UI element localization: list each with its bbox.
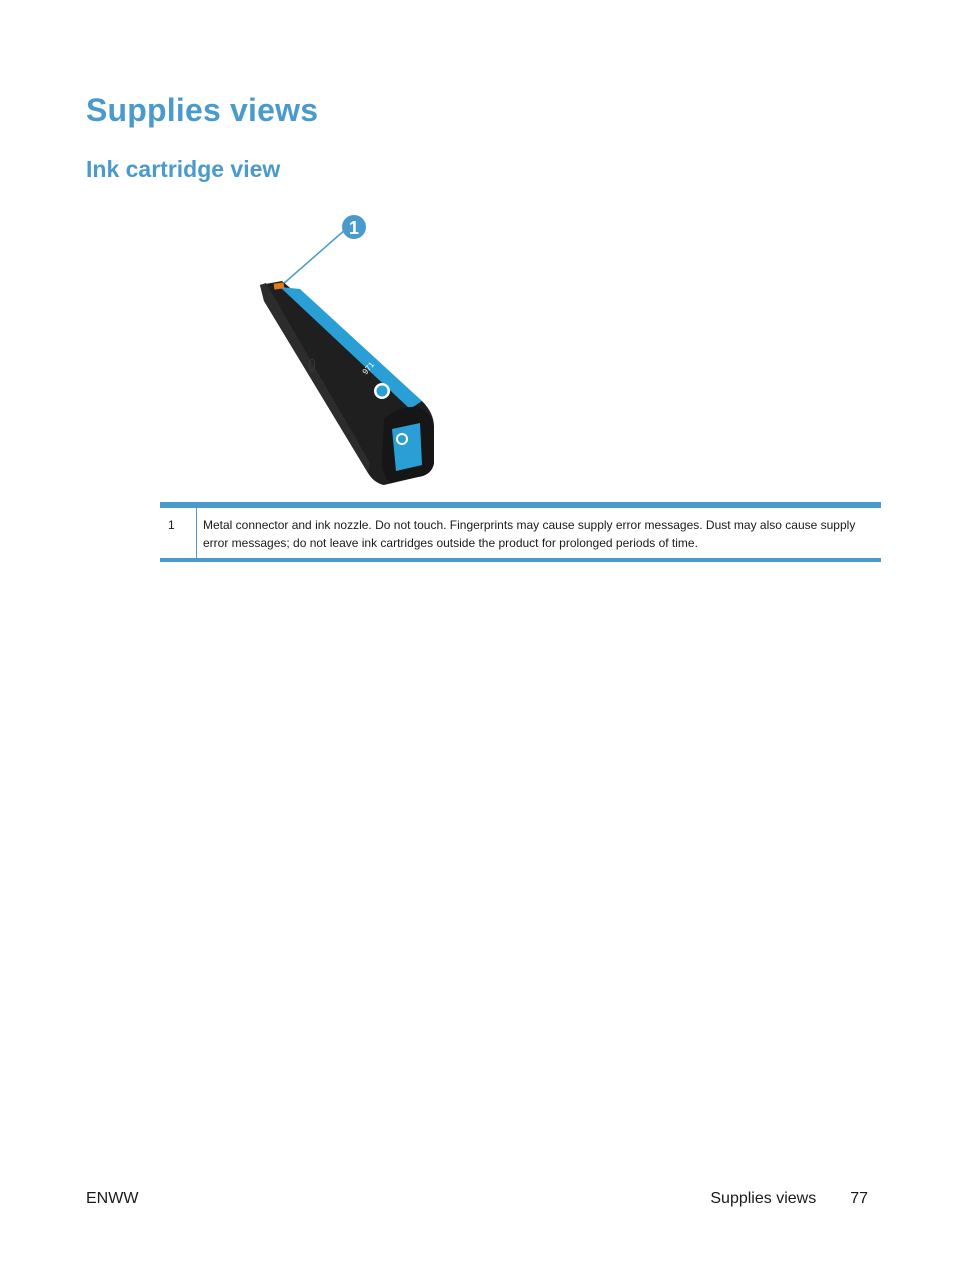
footer-section xyxy=(710,1190,868,1208)
hp-logo-inner-icon xyxy=(377,386,388,397)
page-number: 77 xyxy=(850,1190,868,1207)
callout-leader-line xyxy=(282,229,346,285)
callout-legend-table xyxy=(160,502,881,562)
callout-number-cell: 1 xyxy=(160,505,197,560)
callout-marker-number: 1 xyxy=(348,218,360,238)
cartridge-model-number: 971 xyxy=(360,360,377,377)
callout-legend-body xyxy=(160,505,881,560)
callout-description-cell: Metal connector and ink nozzle. Do not touch. Fingerprints may cause supply error messages. Dust may also cause supply error messages; do not leave ink cartridges outside the product for prolonged periods of time. xyxy=(203,518,856,550)
hp-cap-logo-inner-icon xyxy=(398,435,406,443)
page-title: Supplies views xyxy=(86,92,319,128)
cartridge-end-label xyxy=(392,423,422,471)
ink-cartridge-figure xyxy=(250,205,470,495)
footer-locale: ENWW xyxy=(86,1190,139,1207)
ink-cartridge-illustration xyxy=(250,205,470,495)
footer-section-title: Supplies views xyxy=(710,1190,817,1207)
table-row xyxy=(160,505,881,560)
section-heading: Ink cartridge view xyxy=(86,156,281,182)
